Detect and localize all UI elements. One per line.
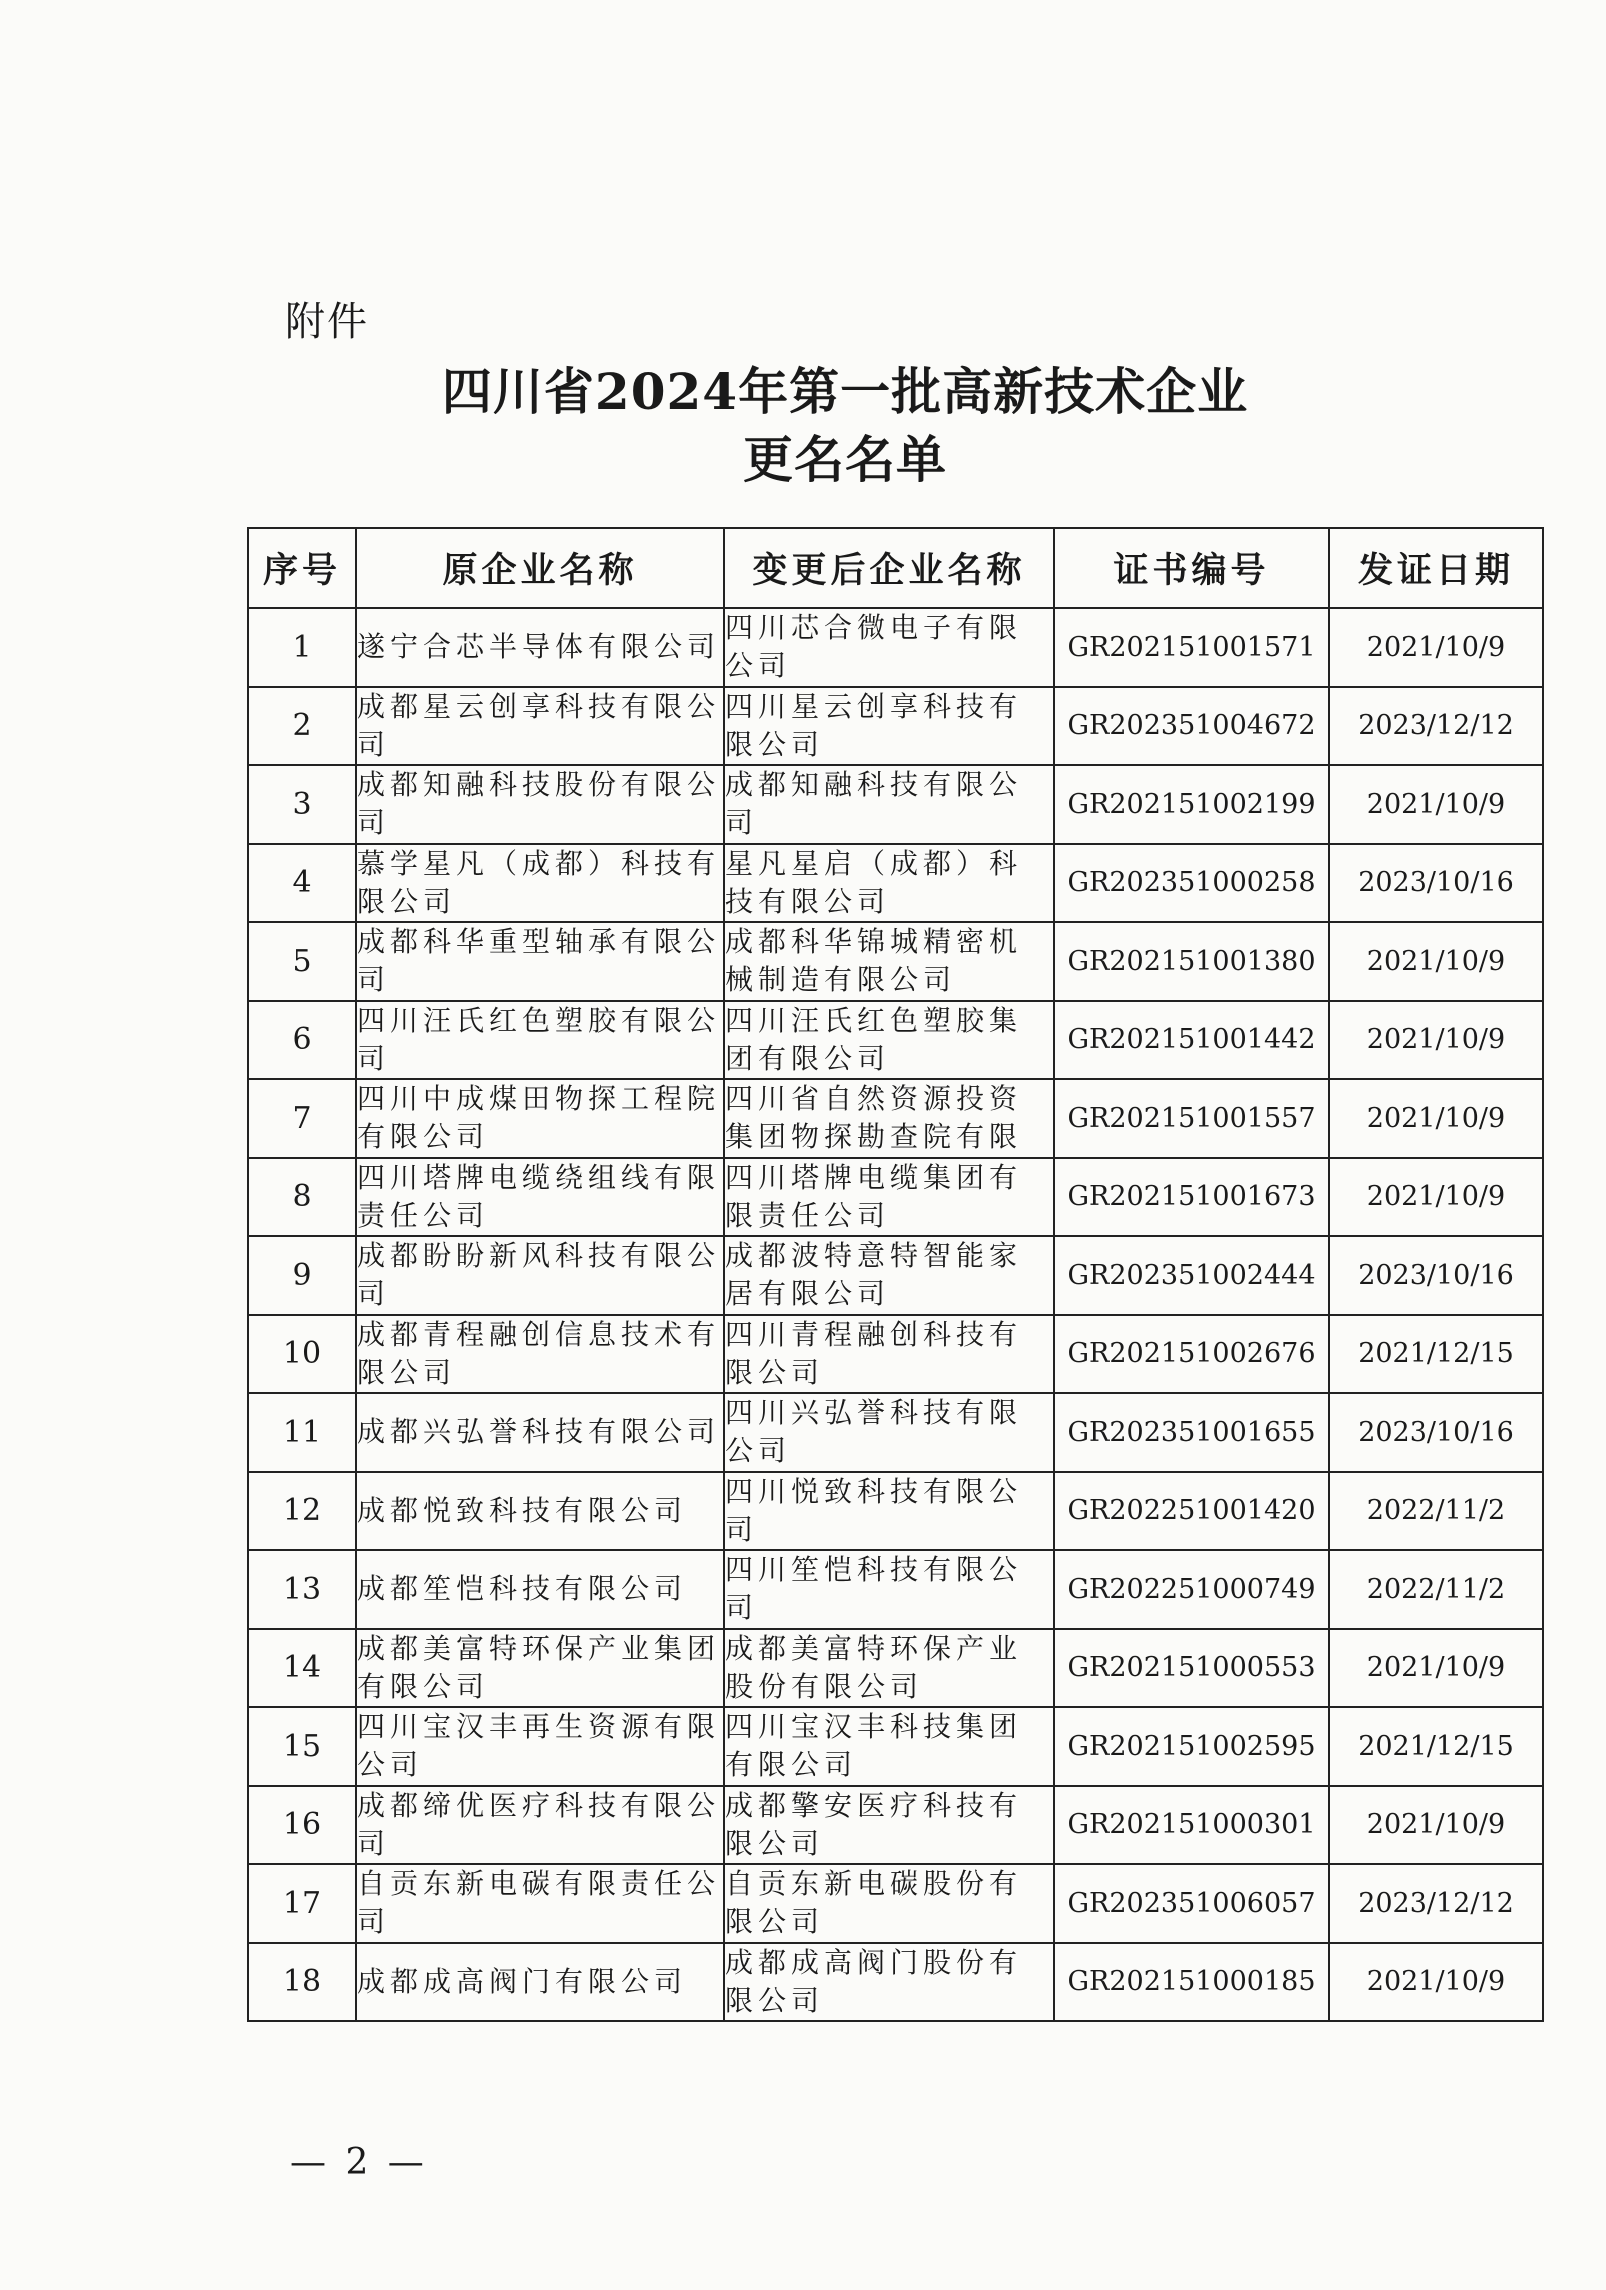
issue-date-cell: 2021/10/9: [1329, 1079, 1543, 1158]
issue-date-cell: 2023/12/12: [1329, 687, 1543, 766]
table-row: [248, 687, 1543, 766]
row-number-cell: 1: [248, 608, 356, 687]
certificate-number-cell: GR202151001380: [1054, 922, 1329, 1001]
header-no: 序号: [248, 528, 356, 608]
row-number-cell: 4: [248, 844, 356, 923]
attachment-label: 附件: [285, 299, 369, 345]
certificate-number-cell: GR202351001655: [1054, 1393, 1329, 1472]
old-company-name-cell: 成都缔优医疗科技有限公司: [356, 1786, 724, 1865]
table-row: [248, 1001, 1543, 1080]
issue-date-cell: 2021/10/9: [1329, 1001, 1543, 1080]
row-number-cell: 16: [248, 1786, 356, 1865]
new-company-name-cell: 四川笙恺科技有限公司: [724, 1550, 1054, 1629]
row-number-cell: 14: [248, 1629, 356, 1708]
issue-date-cell: 2022/11/2: [1329, 1550, 1543, 1629]
row-number-cell: 13: [248, 1550, 356, 1629]
table-body: [248, 608, 1543, 2021]
row-number-cell: 6: [248, 1001, 356, 1080]
table-row: [248, 1393, 1543, 1472]
new-company-name-cell: 成都擎安医疗科技有限公司: [724, 1786, 1054, 1865]
issue-date-cell: 2021/10/9: [1329, 1943, 1543, 2022]
certificate-number-cell: GR202151000301: [1054, 1786, 1329, 1865]
old-company-name-cell: 四川中成煤田物探工程院有限公司: [356, 1079, 724, 1158]
table-row: [248, 1550, 1543, 1629]
row-number-cell: 12: [248, 1472, 356, 1551]
old-company-name-cell: 成都悦致科技有限公司: [356, 1472, 724, 1551]
certificate-number-cell: GR202151000553: [1054, 1629, 1329, 1708]
certificate-number-cell: GR202351004672: [1054, 687, 1329, 766]
page-number: — 2 —: [290, 2142, 428, 2183]
issue-date-cell: 2021/10/9: [1329, 765, 1543, 844]
table-row: [248, 922, 1543, 1001]
row-number-cell: 7: [248, 1079, 356, 1158]
new-company-name-cell: 四川兴弘誉科技有限公司: [724, 1393, 1054, 1472]
certificate-number-cell: GR202151002199: [1054, 765, 1329, 844]
old-company-name-cell: 四川汪氏红色塑胶有限公司: [356, 1001, 724, 1080]
new-company-name-cell: 四川省自然资源投资集团物探勘查院有限: [724, 1079, 1054, 1158]
old-company-name-cell: 成都青程融创信息技术有限公司: [356, 1315, 724, 1394]
old-company-name-cell: 四川塔牌电缆绕组线有限责任公司: [356, 1158, 724, 1237]
document-subtitle: 更名名单: [743, 430, 947, 489]
table-row: [248, 765, 1543, 844]
table-row: [248, 608, 1543, 687]
table-row: [248, 1786, 1543, 1865]
row-number-cell: 2: [248, 687, 356, 766]
document-title: 四川省2024年第一批高新技术企业: [441, 362, 1249, 421]
table-row: [248, 1236, 1543, 1315]
table-header-row: [248, 528, 1543, 608]
old-company-name-cell: 成都美富特环保产业集团有限公司: [356, 1629, 724, 1708]
row-number-cell: 10: [248, 1315, 356, 1394]
table-row: [248, 844, 1543, 923]
old-company-name-cell: 成都成高阀门有限公司: [356, 1943, 724, 2022]
new-company-name-cell: 星凡星启（成都）科技有限公司: [724, 844, 1054, 923]
old-company-name-cell: 自贡东新电碳有限责任公司: [356, 1864, 724, 1943]
certificate-number-cell: GR202251000749: [1054, 1550, 1329, 1629]
table-row: [248, 1864, 1543, 1943]
certificate-number-cell: GR202351002444: [1054, 1236, 1329, 1315]
table-row: [248, 1158, 1543, 1237]
header-new-name: 变更后企业名称: [724, 528, 1054, 608]
row-number-cell: 5: [248, 922, 356, 1001]
old-company-name-cell: 四川宝汉丰再生资源有限公司: [356, 1707, 724, 1786]
issue-date-cell: 2023/10/16: [1329, 1393, 1543, 1472]
certificate-number-cell: GR202151001557: [1054, 1079, 1329, 1158]
new-company-name-cell: 自贡东新电碳股份有限公司: [724, 1864, 1054, 1943]
issue-date-cell: 2021/10/9: [1329, 1158, 1543, 1237]
certificate-number-cell: GR202151002676: [1054, 1315, 1329, 1394]
table-row: [248, 1943, 1543, 2022]
new-company-name-cell: 成都波特意特智能家居有限公司: [724, 1236, 1054, 1315]
new-company-name-cell: 四川宝汉丰科技集团有限公司: [724, 1707, 1054, 1786]
issue-date-cell: 2022/11/2: [1329, 1472, 1543, 1551]
issue-date-cell: 2023/10/16: [1329, 844, 1543, 923]
old-company-name-cell: 成都知融科技股份有限公司: [356, 765, 724, 844]
header-issue-date: 发证日期: [1329, 528, 1543, 608]
new-company-name-cell: 四川塔牌电缆集团有限责任公司: [724, 1158, 1054, 1237]
header-cert-no: 证书编号: [1054, 528, 1329, 608]
table-row: [248, 1707, 1543, 1786]
row-number-cell: 3: [248, 765, 356, 844]
issue-date-cell: 2021/12/15: [1329, 1315, 1543, 1394]
new-company-name-cell: 成都成高阀门股份有限公司: [724, 1943, 1054, 2022]
old-company-name-cell: 成都兴弘誉科技有限公司: [356, 1393, 724, 1472]
certificate-number-cell: GR202151001442: [1054, 1001, 1329, 1080]
certificate-number-cell: GR202151002595: [1054, 1707, 1329, 1786]
issue-date-cell: 2021/10/9: [1329, 608, 1543, 687]
certificate-number-cell: GR202351006057: [1054, 1864, 1329, 1943]
new-company-name-cell: 成都美富特环保产业股份有限公司: [724, 1629, 1054, 1708]
issue-date-cell: 2021/10/9: [1329, 1629, 1543, 1708]
table-row: [248, 1315, 1543, 1394]
new-company-name-cell: 四川悦致科技有限公司: [724, 1472, 1054, 1551]
issue-date-cell: 2023/12/12: [1329, 1864, 1543, 1943]
certificate-number-cell: GR202151001571: [1054, 608, 1329, 687]
old-company-name-cell: 成都星云创享科技有限公司: [356, 687, 724, 766]
row-number-cell: 8: [248, 1158, 356, 1237]
old-company-name-cell: 成都笙恺科技有限公司: [356, 1550, 724, 1629]
certificate-number-cell: GR202251001420: [1054, 1472, 1329, 1551]
row-number-cell: 11: [248, 1393, 356, 1472]
issue-date-cell: 2021/10/9: [1329, 922, 1543, 1001]
header-old-name: 原企业名称: [356, 528, 724, 608]
row-number-cell: 17: [248, 1864, 356, 1943]
table-row: [248, 1079, 1543, 1158]
issue-date-cell: 2023/10/16: [1329, 1236, 1543, 1315]
old-company-name-cell: 慕学星凡（成都）科技有限公司: [356, 844, 724, 923]
certificate-number-cell: GR202151001673: [1054, 1158, 1329, 1237]
rename-list-table: [247, 527, 1544, 2022]
issue-date-cell: 2021/12/15: [1329, 1707, 1543, 1786]
old-company-name-cell: 遂宁合芯半导体有限公司: [356, 608, 724, 687]
new-company-name-cell: 四川汪氏红色塑胶集团有限公司: [724, 1001, 1054, 1080]
certificate-number-cell: GR202351000258: [1054, 844, 1329, 923]
issue-date-cell: 2021/10/9: [1329, 1786, 1543, 1865]
new-company-name-cell: 四川芯合微电子有限公司: [724, 608, 1054, 687]
table-row: [248, 1472, 1543, 1551]
new-company-name-cell: 四川星云创享科技有限公司: [724, 687, 1054, 766]
old-company-name-cell: 成都科华重型轴承有限公司: [356, 922, 724, 1001]
new-company-name-cell: 成都知融科技有限公司: [724, 765, 1054, 844]
new-company-name-cell: 成都科华锦城精密机械制造有限公司: [724, 922, 1054, 1001]
row-number-cell: 18: [248, 1943, 356, 2022]
table-row: [248, 1629, 1543, 1708]
row-number-cell: 15: [248, 1707, 356, 1786]
new-company-name-cell: 四川青程融创科技有限公司: [724, 1315, 1054, 1394]
certificate-number-cell: GR202151000185: [1054, 1943, 1329, 2022]
old-company-name-cell: 成都盼盼新风科技有限公司: [356, 1236, 724, 1315]
row-number-cell: 9: [248, 1236, 356, 1315]
